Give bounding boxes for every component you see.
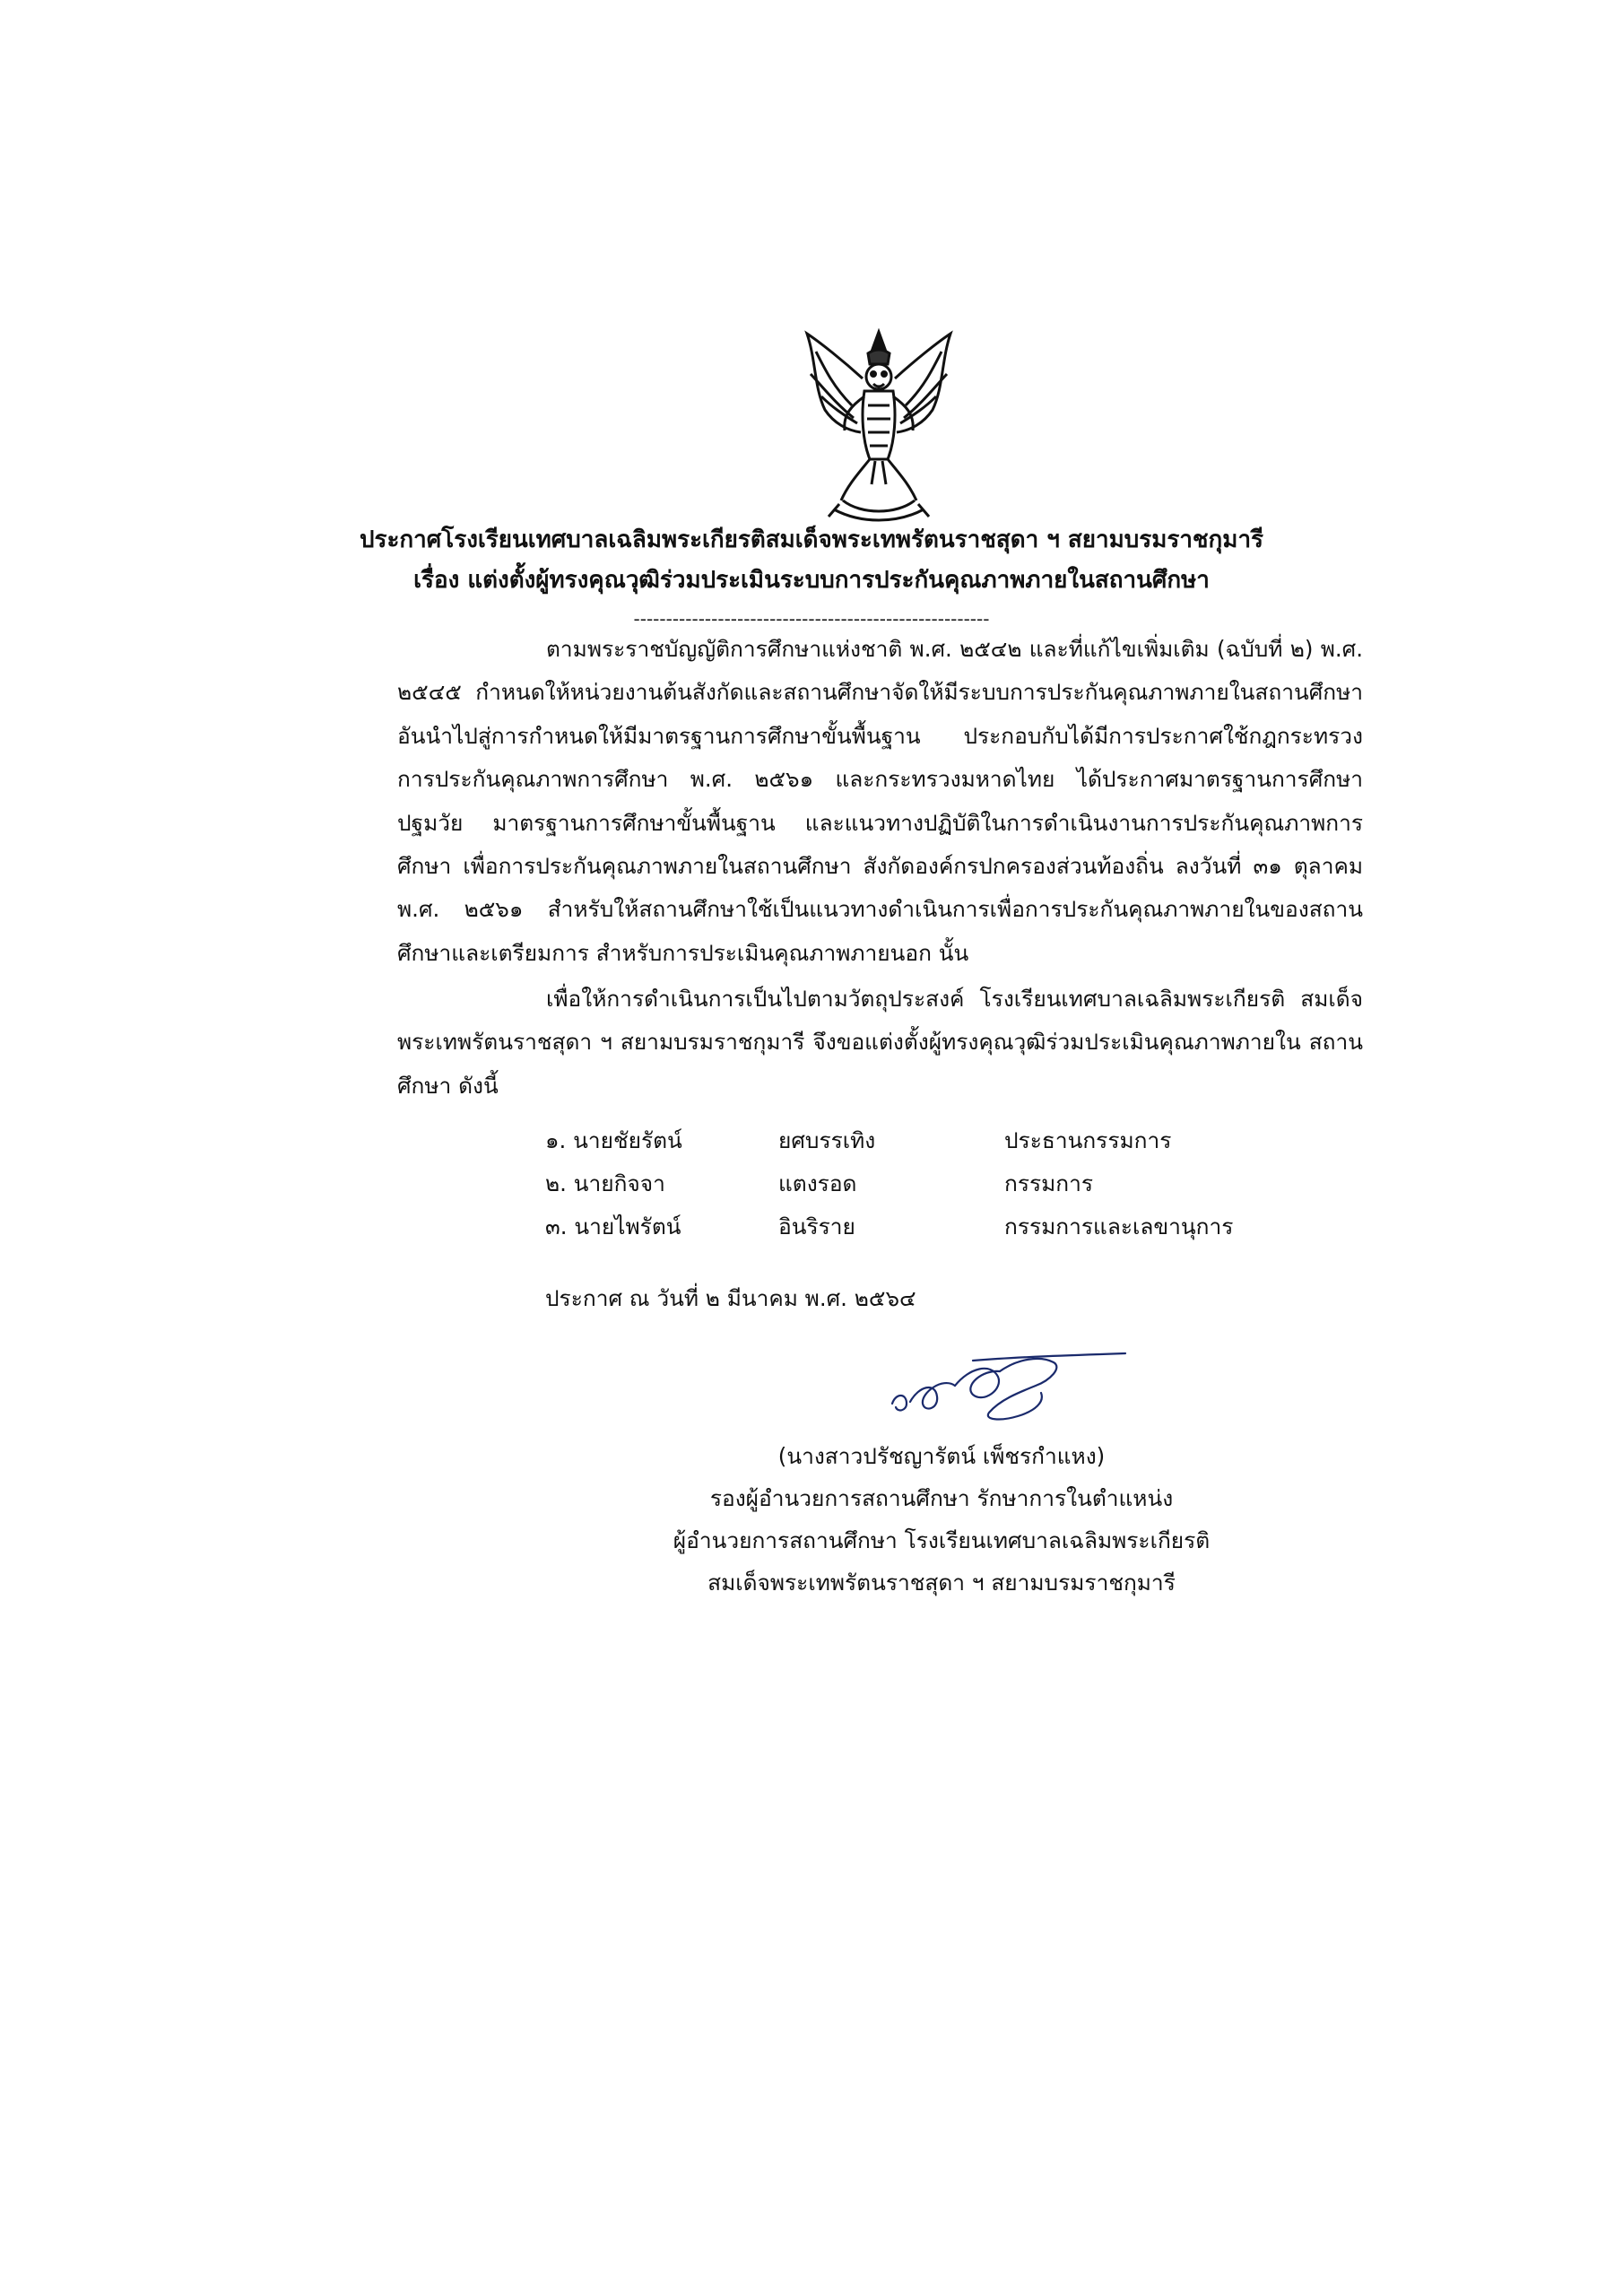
signer-block xyxy=(628,1435,1255,1604)
signer-name: (นางสาวปรัชญารัตน์ เพ็ชรกำแหง) xyxy=(777,1443,1106,1469)
signer-position-1: รองผู้อำนวยการสถานศึกษา รักษาการในตำแหน่ง xyxy=(709,1485,1174,1511)
member-role: กรรมการและเลขานุการ xyxy=(1004,1213,1234,1239)
committee-member-row xyxy=(545,1162,1263,1205)
member-name: ๒. นายกิจจา xyxy=(545,1170,665,1196)
document-subject: เรื่อง แต่งตั้งผู้ทรงคุณวุฒิร่วมประเมินระบบการประกันคุณภาพภายในสถานศึกษา xyxy=(413,567,1210,594)
member-name: ๓. นายไพรัตน์ xyxy=(545,1213,681,1239)
document-title: ประกาศโรงเรียนเทศบาลเฉลิมพระเกียรติสมเด็จพระเทพรัตนราชสุดา ฯ สยามบรมราชกุมารี xyxy=(359,526,1264,553)
committee-member-row xyxy=(545,1205,1263,1248)
title-divider: ------------------------------------------------------- xyxy=(633,608,990,630)
member-surname: ยศบรรเทิง xyxy=(778,1127,876,1153)
body-paragraph-1 xyxy=(397,628,1363,975)
paragraph-text: ตามพระราชบัญญัติการศึกษาแห่งชาติ พ.ศ. ๒๕๔๒ และที่แก้ไขเพิ่มเติม (ฉบับที่ ๒) พ.ศ. ๒๕๔๕ กำหนดให้หน่วยงานต้นสังกัดและสถานศึกษาจัดให้มีระบบการประกันคุณภาพภายในสถานศึกษา อันนำไปสู่การกำหนดให้มีมาตรฐานการศึกษาขั้นพื้นฐาน ประกอบกับได้มีการประกาศใช้กฎกระทรวง การประกันคุณภาพการศึกษา พ.ศ. ๒๕๖๑ และกระทรวงมหาดไทย ได้ประกาศมาตรฐานการศึกษาปฐมวัย มาตรฐานการศึกษาขั้นพื้นฐาน และแนวทางปฏิบัติในการดำเนินงานการประกันคุณภาพการศึกษา เพื่อการประกันคุณภาพภายในสถานศึกษา สังกัดองค์กรปกครองส่วนท้องถิ่น ลงวันที่ ๓๑ ตุลาคม พ.ศ. ๒๕๖๑ สำหรับให้สถานศึกษาใช้เป็นแนวทางดำเนินการเพื่อการประกันคุณภาพภายในของสถานศึกษาและเตรียมการ สำหรับการประเมินคุณภาพภายนอก นั้น xyxy=(397,636,1363,966)
member-name: ๑. นายชัยรัตน์ xyxy=(545,1127,682,1153)
member-surname: แตงรอด xyxy=(778,1170,857,1196)
member-role: กรรมการ xyxy=(1004,1170,1094,1196)
signer-position-3: สมเด็จพระเทพรัตนราชสุดา ฯ สยามบรมราชกุมารี xyxy=(707,1570,1176,1596)
member-surname: อินริราย xyxy=(778,1213,855,1239)
signer-position-2: ผู้อำนวยการสถานศึกษา โรงเรียนเทศบาลเฉลิมพระเกียรติ xyxy=(673,1527,1211,1553)
committee-member-row xyxy=(545,1119,1263,1162)
paragraph-text: เพื่อให้การดำเนินการเป็นไปตามวัตถุประสงค์ โรงเรียนเทศบาลเฉลิมพระเกียรติ สมเด็จพระเทพรัตนราชสุดา ฯ สยามบรมราชกุมารี จึงขอแต่งตั้งผู้ทรงคุณวุฒิร่วมประเมินคุณภาพภายใน สถานศึกษา ดังนี้ xyxy=(397,986,1363,1099)
body-paragraph-2 xyxy=(397,978,1363,1108)
announcement-date: ประกาศ ณ วันที่ ๒ มีนาคม พ.ศ. ๒๕๖๔ xyxy=(545,1285,916,1311)
member-role: ประธานกรรมการ xyxy=(1004,1127,1172,1153)
signature-icon xyxy=(883,1350,1130,1426)
committee-list xyxy=(545,1119,1263,1248)
garuda-emblem-icon xyxy=(789,325,968,529)
